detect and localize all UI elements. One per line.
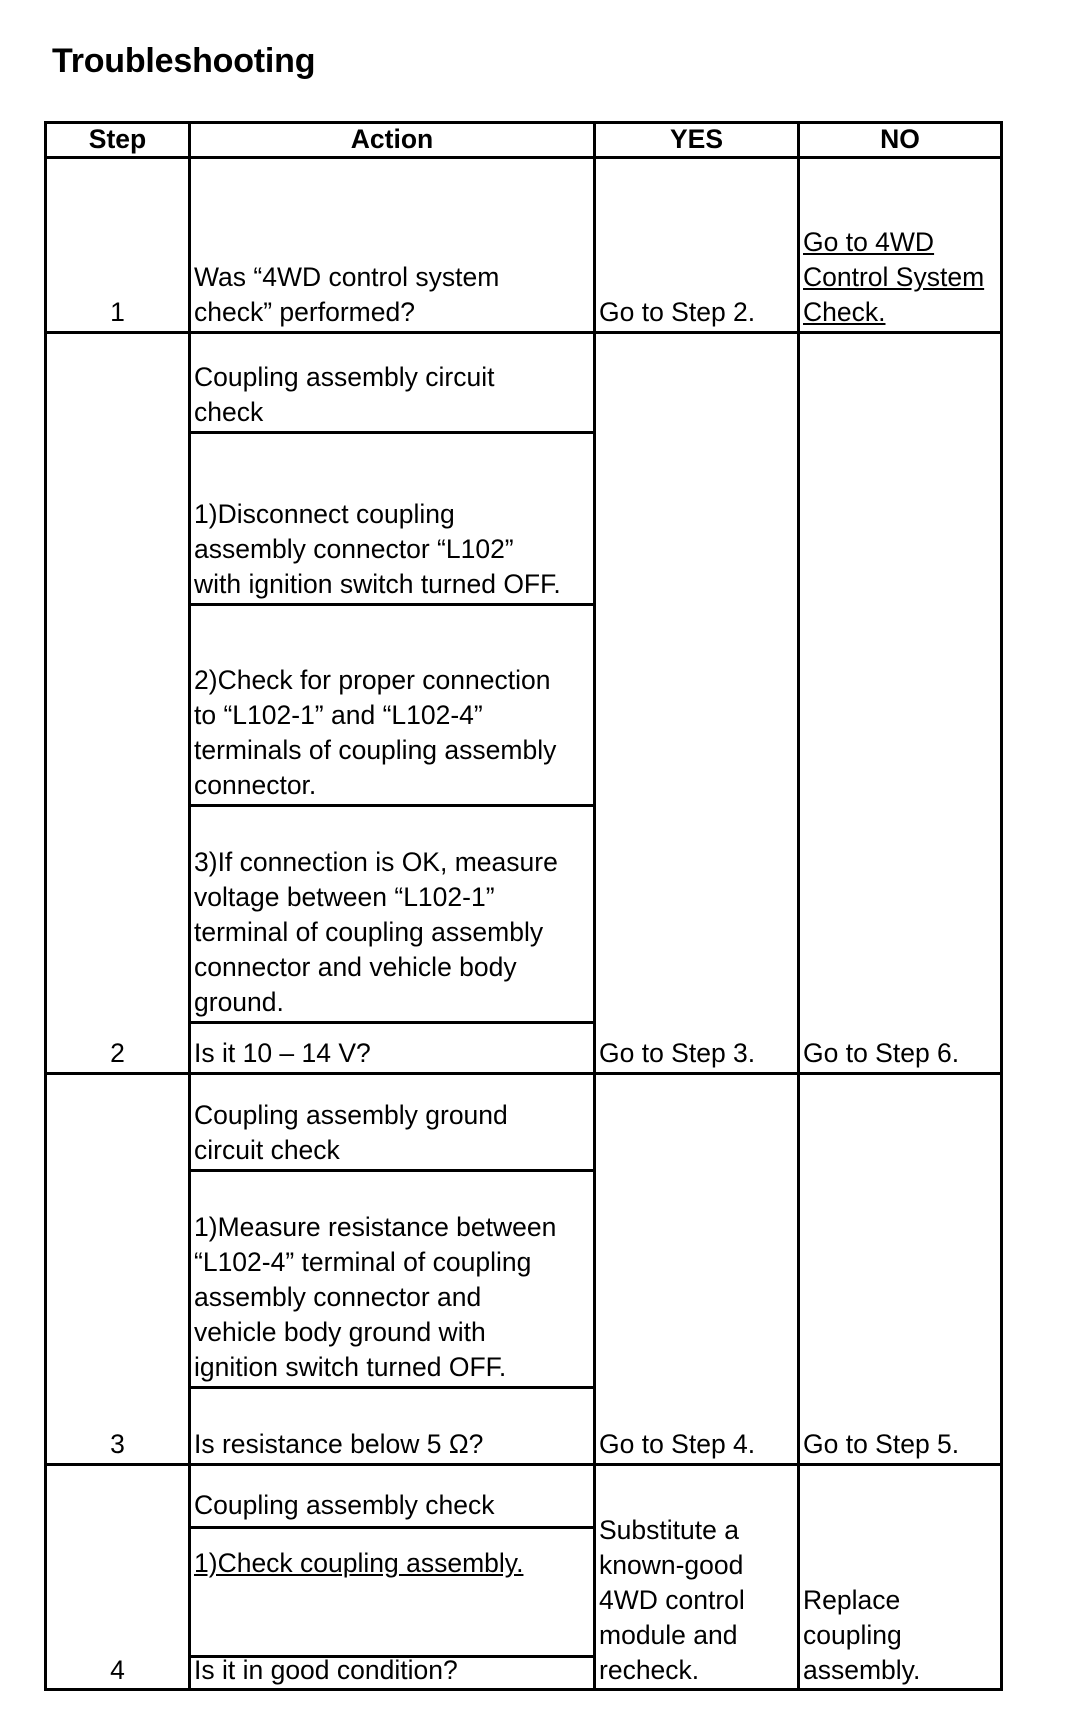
- header-step: Step: [88, 124, 147, 154]
- row-divider-2-3: [44, 1072, 1003, 1075]
- action-text: Coupling assembly circuit: [194, 362, 495, 392]
- action-text: check” performed?: [194, 297, 415, 327]
- action-sub-divider: [188, 1169, 596, 1172]
- action-text: circuit check: [194, 1135, 340, 1165]
- action-sub-divider: [188, 603, 596, 606]
- header-action: Action: [350, 124, 434, 154]
- yes-result: Go to Step 2.: [599, 297, 756, 327]
- yes-result: Go to Step 4.: [599, 1429, 756, 1459]
- col-divider-step-action: [188, 121, 191, 1691]
- action-text: to “L102-1” and “L102-4”: [194, 700, 483, 730]
- action-text: connector.: [194, 770, 317, 800]
- action-text: 3)If connection is OK, measure: [194, 847, 558, 877]
- no-result: assembly.: [803, 1655, 921, 1685]
- action-text: Is it 10 – 14 V?: [194, 1038, 371, 1068]
- no-result: Go to Step 6.: [803, 1038, 960, 1068]
- yes-result: recheck.: [599, 1655, 700, 1685]
- no-result-link[interactable]: Go to 4WD: [803, 227, 935, 257]
- no-result-link[interactable]: Control System: [803, 262, 985, 292]
- action-text: Coupling assembly ground: [194, 1100, 508, 1130]
- action-text: “L102-4” terminal of coupling: [194, 1247, 532, 1277]
- action-text: Was “4WD control system: [194, 262, 500, 292]
- action-text: voltage between “L102-1”: [194, 882, 495, 912]
- action-text: ground.: [194, 987, 284, 1017]
- step-number: 2: [110, 1038, 125, 1068]
- step-number: 4: [110, 1655, 125, 1685]
- no-result-link[interactable]: Check.: [803, 297, 886, 327]
- header-yes: YES: [669, 124, 724, 154]
- action-text: assembly connector “L102”: [194, 534, 514, 564]
- action-text: terminal of coupling assembly: [194, 917, 544, 947]
- troubleshooting-table: [44, 121, 1003, 1691]
- action-text: terminals of coupling assembly: [194, 735, 557, 765]
- action-text: Is it in good condition?: [194, 1655, 458, 1685]
- table-border-bottom: [44, 1688, 1003, 1691]
- no-result: Replace: [803, 1585, 901, 1615]
- table-border-right: [1000, 121, 1003, 1691]
- action-text: connector and vehicle body: [194, 952, 517, 982]
- col-divider-yes-no: [797, 121, 800, 1691]
- action-text: vehicle body ground with: [194, 1317, 486, 1347]
- header-no: NO: [880, 124, 920, 154]
- yes-result: Go to Step 3.: [599, 1038, 756, 1068]
- step-number: 1: [110, 297, 125, 327]
- action-sub-divider: [188, 1526, 596, 1529]
- step-number: 3: [110, 1429, 125, 1459]
- action-text: 1)Measure resistance between: [194, 1212, 557, 1242]
- yes-result: known-good: [599, 1550, 744, 1580]
- action-text: assembly connector and: [194, 1282, 482, 1312]
- action-text: ignition switch turned OFF.: [194, 1352, 507, 1382]
- action-text: 1)Disconnect coupling: [194, 499, 455, 529]
- col-divider-action-yes: [593, 121, 596, 1691]
- action-sub-divider: [188, 804, 596, 807]
- action-text: Is resistance below 5 Ω?: [194, 1429, 484, 1459]
- action-sub-divider: [188, 1386, 596, 1389]
- action-link[interactable]: 1)Check coupling assembly.: [194, 1548, 524, 1578]
- action-text: check: [194, 397, 264, 427]
- page-title: Troubleshooting: [52, 42, 316, 80]
- row-divider-1-2: [44, 331, 1003, 334]
- row-divider-3-4: [44, 1463, 1003, 1466]
- yes-result: module and: [599, 1620, 738, 1650]
- no-result: coupling: [803, 1620, 902, 1650]
- action-sub-divider: [188, 431, 596, 434]
- yes-result: 4WD control: [599, 1585, 745, 1615]
- action-text: Coupling assembly check: [194, 1490, 495, 1520]
- yes-result: Substitute a: [599, 1515, 739, 1545]
- action-sub-divider: [188, 1021, 596, 1024]
- action-text: 2)Check for proper connection: [194, 665, 551, 695]
- action-text: with ignition switch turned OFF.: [194, 569, 561, 599]
- no-result: Go to Step 5.: [803, 1429, 960, 1459]
